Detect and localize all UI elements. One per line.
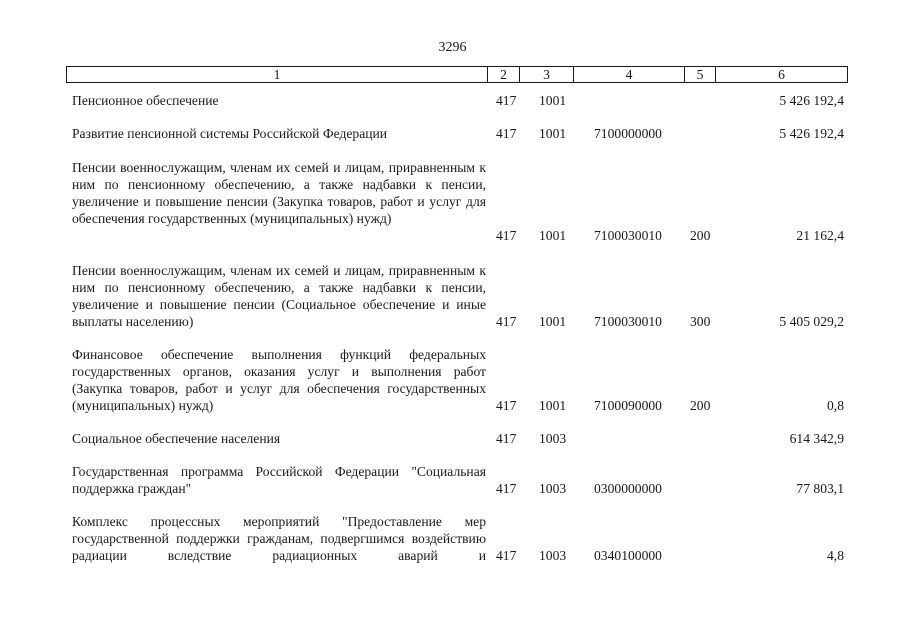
row-description: Пенсионное обеспечение [72,93,219,108]
row-amount: 5 426 192,4 [779,126,844,141]
row-col-4: 0300000000 [594,481,662,496]
row-amount: 614 342,9 [789,431,844,446]
page-number: 3296 [438,40,467,55]
row-description: Комплекс процессных мероприятий "Предоставление мер государственной поддержки гражданам, подвергшимся воздействию радиации вследствие радиационных аварий и [72,514,486,563]
row-col-4: 7100090000 [594,398,662,413]
row-col-4: 7100000000 [594,126,662,141]
row-col-3: 1003 [539,481,567,496]
table-header [66,66,848,83]
row-amount: 5 405 029,2 [779,314,844,329]
row-col-2: 417 [496,398,517,413]
row-col-2: 417 [496,548,517,563]
row-amount: 77 803,1 [796,481,844,496]
header-col-6: 6 [778,67,785,82]
header-col-4: 4 [625,67,633,82]
header-col-1: 1 [273,67,281,82]
row-col-2: 417 [496,93,517,108]
header-col-3: 3 [543,67,550,82]
row-col-2: 417 [496,228,517,243]
row-col-3: 1003 [539,548,567,563]
row-col-5: 200 [690,398,711,413]
row-col-3: 1001 [539,126,567,141]
row-amount: 0,8 [827,398,844,413]
row-col-2: 417 [496,314,517,329]
row-col-2: 417 [496,481,517,496]
row-col-4: 7100030010 [594,228,662,243]
row-description: Социальное обеспечение населения [72,431,281,446]
row-col-4: 7100030010 [594,314,662,329]
row-description: Пенсии военнослужащим, членам их семей и лицам, приравненным к ним по пенсионному обеспечению, а также надбавки к пенсии, увеличение и повышение пенсии (Закупка товаров, работ и услуг для обеспечения государственных (муниципальных) нужд) [72,160,486,226]
row-col-3: 1001 [539,314,567,329]
row-description: Развитие пенсионной системы Российской Федерации [72,126,388,141]
row-description: Финансовое обеспечение выполнения функций федеральных государственных органов, оказания услуг и выполнения работ (Закупка товаров, работ и услуг для обеспечения государственных (муниципальных) нужд) [72,347,486,413]
row-col-3: 1001 [539,398,567,413]
row-amount: 21 162,4 [796,228,844,243]
row-description: Государственная программа Российской Федерации "Социальная поддержка граждан" [72,464,486,496]
row-col-2: 417 [496,126,517,141]
row-col-2: 417 [496,431,517,446]
row-col-5: 200 [690,228,711,243]
header-col-2: 2 [500,67,507,82]
row-description: Пенсии военнослужащим, членам их семей и лицам, приравненным к ним по пенсионному обеспечению, а также надбавки к пенсии, увеличение и повышение пенсии (Социальное обеспечение и иные выплаты населению) [72,263,486,329]
row-col-3: 1001 [539,93,567,108]
row-amount: 4,8 [827,548,844,563]
row-col-3: 1001 [539,228,567,243]
header-col-5: 5 [696,67,704,82]
row-amount: 5 426 192,4 [779,93,844,108]
row-col-3: 1003 [539,431,567,446]
row-col-4: 0340100000 [594,548,662,563]
row-col-5: 300 [690,314,711,329]
